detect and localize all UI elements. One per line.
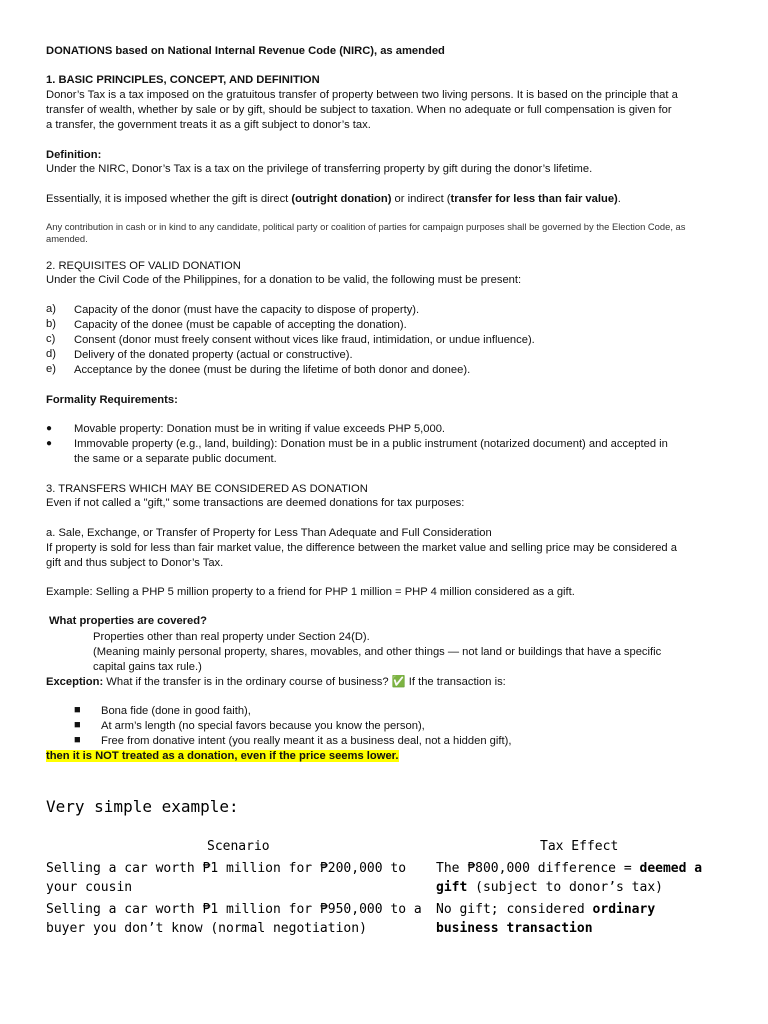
round-bullet-icon: ● <box>46 423 53 434</box>
formality-heading: Formality Requirements: <box>46 394 178 406</box>
section-1-line-1: Donor’s Tax is a tax imposed on the gratuitous transfer of property between two living persons. It is based on the principle that a <box>46 89 678 101</box>
formality-item-cont: the same or a separate public document. <box>74 453 277 465</box>
transfer-less-bold: transfer for less than fair value) <box>450 193 618 205</box>
tax-effect-bold: business transaction <box>436 921 593 936</box>
requisite-item: Capacity of the donor (must have the capacity to dispose of property). <box>74 304 420 316</box>
round-bullet-icon: ● <box>46 438 53 449</box>
section-3-intro: Even if not called a "gift," some transactions are deemed donations for tax purposes: <box>46 497 465 509</box>
conclusion-line <box>46 749 399 764</box>
sub-a-heading: a. Sale, Exchange, or Transfer of Property for Less Than Adequate and Full Consideration <box>46 527 492 539</box>
requisite-item: Capacity of the donee (must be capable of accepting the donation). <box>74 319 407 331</box>
tax-effect-text: (subject to donor’s tax) <box>467 880 663 895</box>
column-header-scenario: Scenario <box>207 839 270 854</box>
outright-donation-bold: (outright donation) <box>291 193 392 205</box>
sub-a-text-1: If property is sold for less than fair market value, the difference between the market value and selling price may be considered a <box>46 542 677 554</box>
requisite-label: b) <box>46 318 56 330</box>
tax-effect-cell <box>436 859 702 879</box>
what-properties-heading: What properties are covered? <box>49 615 207 627</box>
example-text: Example: Selling a PHP 5 million property to a friend for PHP 1 million = PHP 4 million considered as a gift. <box>46 586 575 598</box>
square-bullet-icon: ■ <box>74 704 81 716</box>
formality-item: Immovable property (e.g., land, building): Donation must be in a public instrument (notarized document) and accepted in <box>74 438 668 450</box>
tax-effect-cell-cont <box>436 919 593 939</box>
exception-bullet: Free from donative intent (you really meant it as a business deal, not a hidden gift), <box>101 735 512 747</box>
document-title: DONATIONS based on National Internal Revenue Code (NIRC), as amended <box>46 45 445 57</box>
requisite-label: d) <box>46 348 56 360</box>
exception-text: What if the transfer is in the ordinary course of business? ✅ If the transaction is: <box>103 676 506 688</box>
requisite-item: Consent (donor must freely consent without vices like fraud, intimidation, or undue influence). <box>74 334 535 346</box>
exception-bullet: At arm’s length (no special favors because you know the person), <box>101 720 425 732</box>
section-1-line-3: a transfer, the government treats it as a gift subject to donor’s tax. <box>46 119 371 131</box>
sub-a-text-2: gift and thus subject to Donor’s Tax. <box>46 557 224 569</box>
tax-effect-bold: ordinary <box>592 902 656 917</box>
what-properties-line-2: (Meaning mainly personal property, shares, movables, and other things — not land or buildings that have a specific <box>93 646 662 658</box>
essentially-end: . <box>617 193 621 205</box>
essentially-paragraph <box>46 192 621 207</box>
definition-text: Under the NIRC, Donor’s Tax is a tax on the privilege of transferring property by gift during the donor’s lifetime. <box>46 163 593 175</box>
essentially-mid: or indirect ( <box>391 193 451 205</box>
formality-item: Movable property: Donation must be in writing if value exceeds PHP 5,000. <box>74 423 446 435</box>
example-heading: Very simple example: <box>46 797 239 816</box>
what-properties-line-1: Properties other than real property under Section 24(D). <box>93 631 370 643</box>
column-header-tax-effect: Tax Effect <box>540 839 619 854</box>
election-code-note: Any contribution in cash or in kind to any candidate, political party or coalition of parties for campaign purposes shall be governed by the Election Code, as amended. <box>46 221 686 244</box>
section-2-intro: Under the Civil Code of the Philippines, for a donation to be valid, the following must be present: <box>46 274 522 286</box>
what-properties-line-3: capital gains tax rule.) <box>93 661 202 673</box>
scenario-cell-cont: your cousin <box>46 880 133 895</box>
section-2-heading: 2. REQUISITES OF VALID DONATION <box>46 260 241 272</box>
highlighted-conclusion: then it is NOT treated as a donation, even if the price seems lower. <box>46 750 399 762</box>
requisite-label: c) <box>46 333 56 345</box>
section-1-heading: 1. BASIC PRINCIPLES, CONCEPT, AND DEFINITION <box>46 74 320 86</box>
exception-bullet: Bona fide (done in good faith), <box>101 705 251 717</box>
tax-effect-bold: gift <box>436 880 468 895</box>
square-bullet-icon: ■ <box>74 734 81 746</box>
tax-effect-bold: deemed a <box>639 861 703 876</box>
requisite-item: Delivery of the donated property (actual or constructive). <box>74 349 353 361</box>
scenario-cell: Selling a car worth ₱1 million for ₱950,000 to a <box>46 902 422 917</box>
exception-line <box>46 675 506 690</box>
tax-effect-cell-cont <box>436 878 663 898</box>
tax-effect-text: No gift; considered <box>436 902 593 917</box>
requisite-label: e) <box>46 363 56 375</box>
essentially-text: Essentially, it is imposed whether the gift is direct <box>46 193 292 205</box>
scenario-cell: Selling a car worth ₱1 million for ₱200,000 to <box>46 861 407 876</box>
requisite-label: a) <box>46 303 56 315</box>
definition-heading: Definition: <box>46 149 102 161</box>
square-bullet-icon: ■ <box>74 719 81 731</box>
tax-effect-cell <box>436 900 655 920</box>
section-3-heading: 3. TRANSFERS WHICH MAY BE CONSIDERED AS DONATION <box>46 483 368 495</box>
requisite-item: Acceptance by the donee (must be during the lifetime of both donor and donee). <box>74 364 471 376</box>
section-1-line-2: transfer of wealth, whether by sale or by gift, should be subject to taxation. When no adequate or full compensation is given for <box>46 104 672 116</box>
exception-label: Exception: <box>46 676 104 688</box>
tax-effect-text: The ₱800,000 difference = <box>436 861 640 876</box>
scenario-cell-cont: buyer you don’t know (normal negotiation) <box>46 921 367 936</box>
